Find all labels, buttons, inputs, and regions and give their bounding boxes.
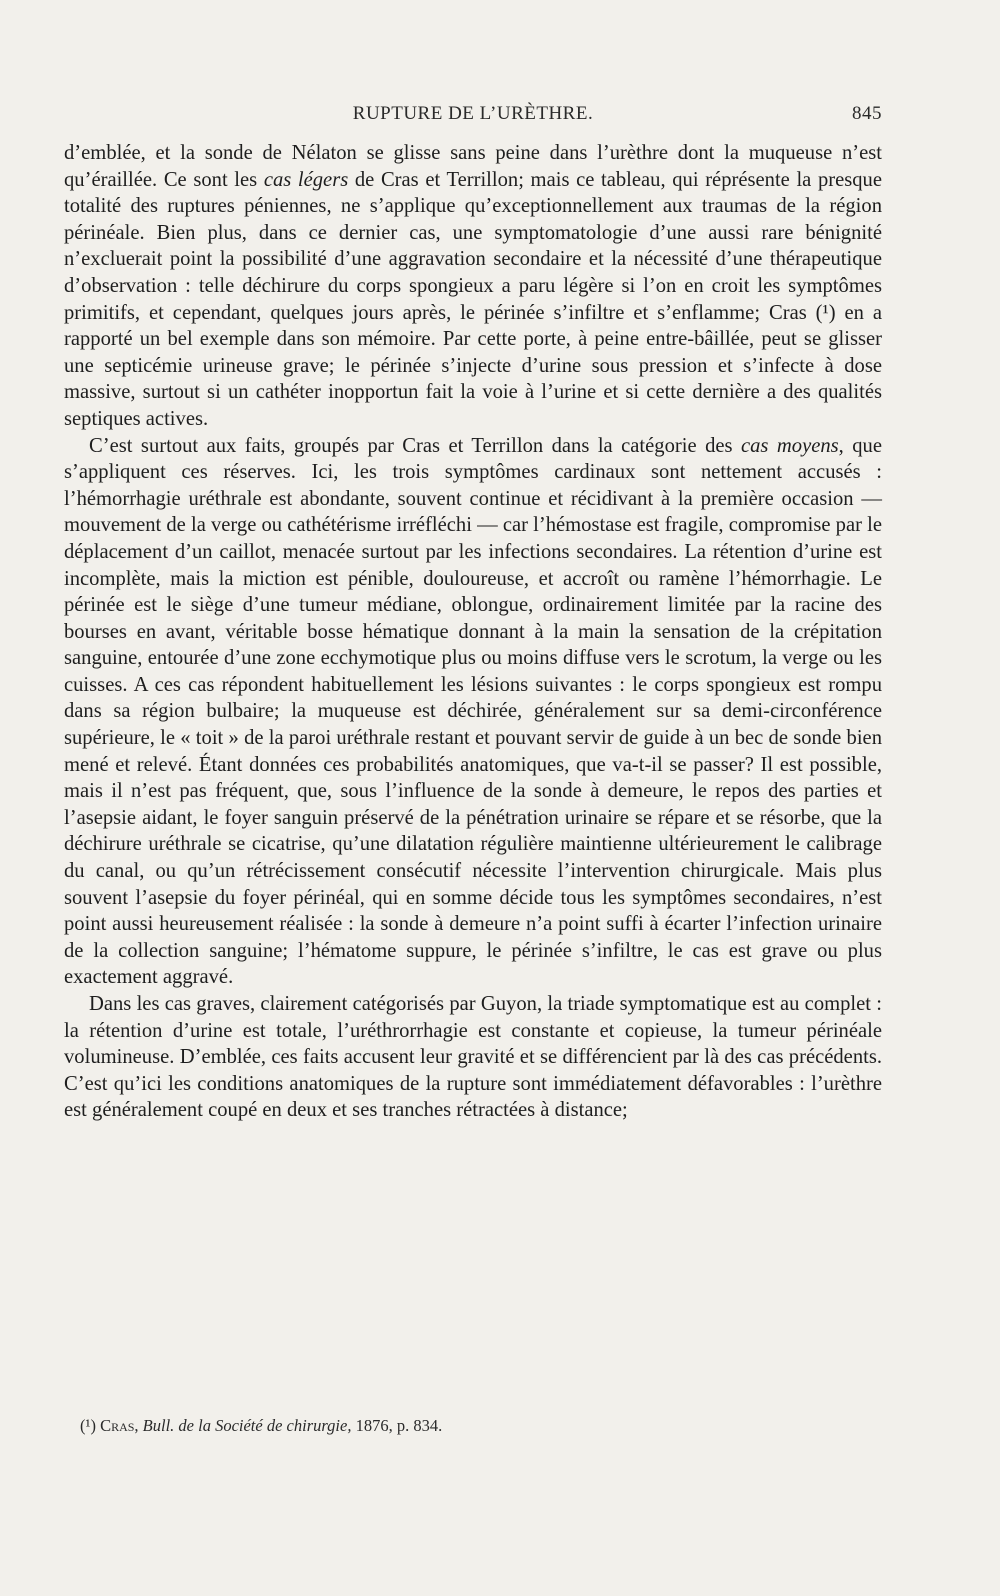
paragraph-2 — [64, 433, 882, 991]
footnote-reference: (¹) — [815, 301, 836, 324]
footnote-details: 1876, p. 834. — [355, 1416, 443, 1435]
paragraph-2-text-a: C’est surtout aux faits, groupés par Cras et Terrillon dans la catégorie des — [89, 434, 741, 457]
paragraph-3: Dans les cas graves, clairement catégorisés par Guyon, la triade symptomatique est au complet : la rétention d’urine est totale, l’uréthrorrhagie est constante et copieuse, la tumeur périnéale volumineuse. D’emblée, ces faits accusent leur gravité et se différencient par là des cas précédents. C’est qu’ici les conditions anatomiques de la rupture sont immédiatement défavorables : l’urèthre est généralement coupé en deux et ses tranches rétractées à distance; — [64, 993, 882, 1122]
paragraph-1 — [64, 140, 882, 433]
page-number: 845 — [852, 103, 882, 124]
term-cas-moyens: cas moyens — [740, 434, 839, 457]
footnote-source: Bull. de la Société de chirurgie, — [142, 1416, 352, 1435]
footnote-author: Cras, — [100, 1416, 139, 1435]
paragraph-1-text-a: d’emblée, et la sonde de Nélaton se glisse sans peine dans l’urèthre dont la muqueuse n’est qu’éraillée. Ce sont les — [64, 142, 882, 191]
paragraph-1-text-b: de Cras et Terrillon; mais ce tableau, qui réprésente la presque totalité des ruptures péniennes, ne s’applique qu’exceptionnellement aux traumas de la région périnéale. Bien plus, dans ce dernier cas, une symptomatologie d’une aussi rare bénignité n’excluerait point la possibilité d’une aggravation secondaire et la nécessité d’une thérapeutique d’observation : telle déchirure du corps spongieux a paru légère si l’on en croit les symptômes primitifs, et cependant, quelques jours après, le périnée s’infiltre et s’enflamme; Cras — [64, 168, 882, 324]
paragraph-1-text-c: en a rapporté un bel exemple dans son mémoire. Par cette porte, à peine entre-bâillée, peut se glisser une septicémie urineuse grave; le périnée s’injecte d’urine sous pression et s’infecte à dose massive, surtout si un cathéter inopportun fait la voie à l’urine et si cette dernière a des qualités septiques actives. — [64, 301, 882, 430]
page-header — [64, 103, 882, 129]
body-text — [64, 140, 882, 1124]
paragraph-2-text-b: , que s’appliquent ces réserves. Ici, les trois symptômes cardinaux sont nettement accusés : l’hémorrhagie uréthrale est abondante, souvent continue et récidivant à la première occasion — mouvement de la verge ou cathétérisme irréfléchi — car l’hémostase est fragile, compromise par le déplacement d’un caillot, menacée surtout par les infections secondaires. La rétention d’urine est incomplète, mais la miction est pénible, douloureuse, et accroît ou ramène l’hémorrhagie. Le périnée est le siège d’une tumeur médiane, oblongue, ordinairement limitée par la racine des bourses en avant, véritable bosse hématique donnant à la main la sensation de la crépitation sanguine, entourée d’une zone ecchymotique plus ou moins diffuse vers le scrotum, la verge ou les cuisses. A ces cas répondent habituellement les lésions suivantes : le corps spongieux est rompu dans sa région bulbaire; la muqueuse est déchirée, généralement sur sa demi-circonférence supérieure, le « toit » de la paroi uréthrale restant et pouvant servir de guide à un bec de sonde bien mené et relevé. Étant données ces probabilités anatomiques, que va-t-il se passer? Il est possible, mais il n’est pas fréquent, que, sous l’influence de la sonde à demeure, le repos des parties et l’asepsie aidant, le foyer sanguin préservé de la pénétration urinaire se répare et se résorbe, que la déchirure uréthrale se cicatrise, qu’une dilatation régulière maintienne ultérieurement le calibrage du canal, ou qu’un rétrécissement consécutif nécessite l’intervention chirurgicale. Mais plus souvent l’asepsie du foyer périnéal, qui en somme décide tous les symptômes secondaires, n’est point aussi heureusement réalisée : la sonde à demeure n’a point suffi à écarter l’infection urinaire de la collection sanguine; l’hématome suppure, le périnée s’infiltre, le cas est grave ou plus exactement aggravé. — [64, 434, 882, 989]
footnote-marker: (¹) — [80, 1416, 96, 1435]
footnote — [80, 1416, 880, 1436]
running-title: RUPTURE DE L’URÈTHRE. — [352, 103, 594, 124]
term-cas-legers: cas légers — [263, 168, 349, 191]
